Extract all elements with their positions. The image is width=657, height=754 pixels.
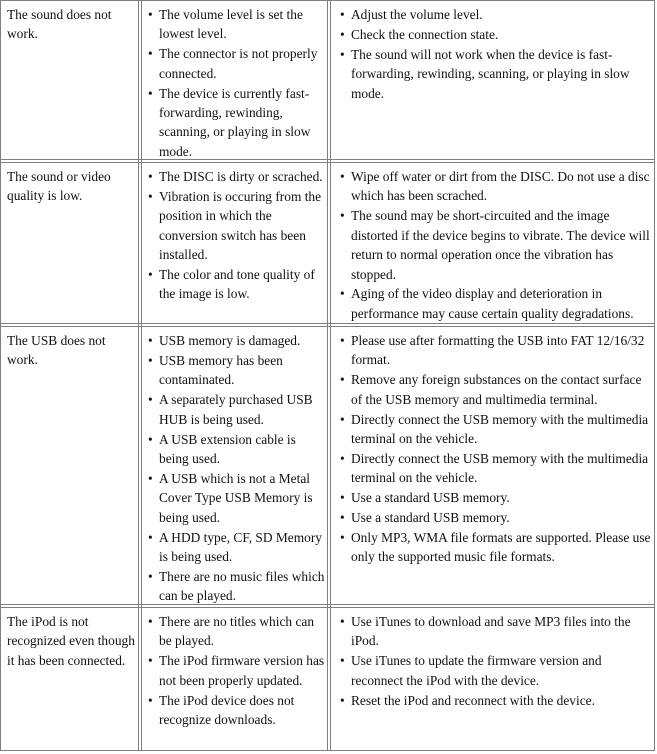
list-item: • Adjust the volume level. [339,5,651,24]
list-item: • USB memory is damaged. [147,331,325,350]
list-item: • A USB which is not a Metal Cover Type USB Memory is being used. [147,469,325,527]
column-divider [327,1,331,750]
column-divider [138,1,142,750]
list-item: • Use iTunes to update the firmware version and reconnect the iPod with the device. [339,651,651,690]
list-item: • USB memory has been contaminated. [147,351,325,390]
cause-cell [147,1,325,159]
cause-list [147,167,325,304]
list-item: • The iPod firmware version has not been properly updated. [147,651,325,690]
problem-cell: The sound does not work. [7,7,112,42]
list-item: • The sound may be short-circuited and the image distorted if the device begins to vibrate. The device will return to normal operation once the vibration has stopped. [339,206,651,284]
list-item: • Only MP3, WMA file formats are supported. Please use only the supported music file formats. [339,528,651,567]
list-item: • Wipe off water or dirt from the DISC. Do not use a disc which has been scrached. [339,167,651,206]
cause-list [147,612,325,729]
list-item: • A HDD type, CF, SD Memory is being used. [147,528,325,567]
list-item: • Vibration is occuring from the position in which the conversion switch has been installed. [147,187,325,265]
remedy-list [339,612,651,710]
list-item: • Please use after formatting the USB into FAT 12/16/32 format. [339,331,651,370]
list-item: • Remove any foreign substances on the contact surface of the USB memory and multimedia terminal. [339,370,651,409]
list-item: • The volume level is set the lowest level. [147,5,325,44]
list-item: • There are no music files which can be played. [147,567,325,606]
cause-list [147,331,325,606]
list-item: • Reset the iPod and reconnect with the device. [339,691,651,710]
remedy-list [339,167,651,323]
list-item: • The device is currently fast-forwarding, rewinding, scanning, or playing in slow mode. [147,84,325,162]
list-item: • A separately purchased USB HUB is being used. [147,390,325,429]
problem-cell: The USB does not work. [7,333,106,368]
list-item: • The connector is not properly connected. [147,44,325,83]
remedy-list [339,331,651,567]
list-item: • Use a standard USB memory. [339,508,651,527]
list-item: • Directly connect the USB memory with the multimedia terminal on the vehicle. [339,410,651,449]
cause-cell [147,608,325,750]
remedy-cell [339,327,651,604]
cause-cell [147,327,325,604]
list-item: • Aging of the video display and deterioration in performance may cause certain quality degradations. [339,284,651,323]
list-item: • Use a standard USB memory. [339,488,651,507]
list-item: • The sound will not work when the device is fast-forwarding, rewinding, scanning, or playing in slow mode. [339,45,651,103]
problem-cell: The sound or video quality is low. [7,169,111,204]
list-item: • The iPod device does not recognize downloads. [147,691,325,730]
list-item: • Check the connection state. [339,25,651,44]
remedy-cell [339,1,651,159]
remedy-cell [339,608,651,750]
list-item: • A USB extension cable is being used. [147,430,325,469]
cause-cell [147,163,325,323]
list-item: • Directly connect the USB memory with the multimedia terminal on the vehicle. [339,449,651,488]
list-item: • There are no titles which can be played. [147,612,325,651]
list-item: • The DISC is dirty or scrached. [147,167,325,186]
problem-cell: The iPod is not recognized even though it has been connected. [7,614,135,668]
remedy-cell [339,163,651,323]
list-item: • The color and tone quality of the image is low. [147,265,325,304]
cause-list [147,5,325,161]
remedy-list [339,5,651,103]
list-item: • Use iTunes to download and save MP3 files into the iPod. [339,612,651,651]
